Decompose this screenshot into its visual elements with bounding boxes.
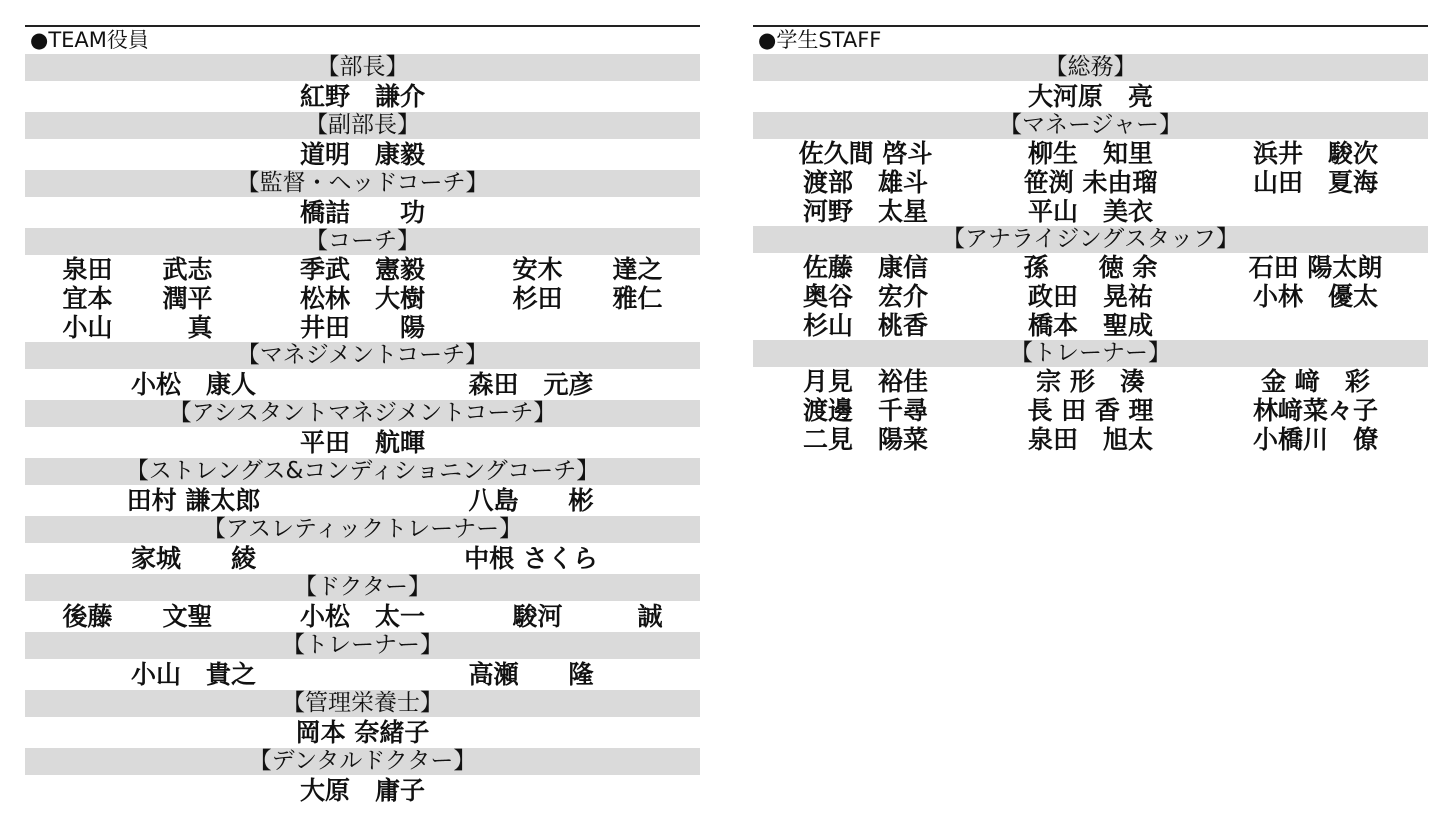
person-name: 大河原 亮 [1027,82,1153,111]
person-name [753,81,978,112]
name-row [753,396,1428,425]
person-name: 河野 太星 [802,197,928,226]
section-header: ●TEAM役員 [25,25,700,54]
name-row [753,168,1428,197]
person-name [1203,81,1428,112]
role-label: 【ストレングス&コンディショニングコーチ】 [25,458,700,485]
role-label: 【アナライジングスタッフ】 [753,226,1428,253]
section-header: ●学生STAFF [753,25,1428,54]
person-name: 佐久間 啓斗 [798,139,933,168]
person-name: 森田 元彦 [468,370,594,399]
person-name [475,313,700,342]
person-name: 安木 達之 [512,255,663,284]
role-label: 【管理栄養士】 [25,690,700,717]
role-label: 【マネジメントコーチ】 [25,342,700,369]
person-name: 家城 綾 [130,544,256,573]
person-name: 浜井 駿次 [1252,139,1378,168]
name-row [25,313,700,342]
name-row [25,284,700,313]
person-name: 杉山 桃香 [802,311,928,340]
person-name: 渡部 雄斗 [802,168,928,197]
name-row [753,425,1428,454]
name-row [25,601,700,632]
name-row: 大原 庸子 [299,776,425,805]
person-name: 長 田 香 理 [1027,396,1154,425]
person-name: 小橋川 僚 [1252,425,1378,454]
role-label: 【トレーナー】 [25,632,700,659]
person-name: 小松 太一 [299,602,425,631]
role-label: 【副部長】 [25,112,700,139]
name-row [25,543,700,574]
name-row [25,255,700,284]
person-name [1203,197,1428,226]
person-name: 泉田 旭太 [1027,425,1153,454]
role-label: 【マネージャー】 [753,112,1428,139]
name-row [25,659,700,690]
person-name: 金 﨑 彩 [1261,367,1370,396]
person-name: 佐藤 康信 [802,253,928,282]
person-name: 宜本 潤平 [62,284,213,313]
person-name: 季武 憲毅 [299,255,425,284]
person-name: 橋本 聖成 [1027,311,1153,340]
person-name: 田村 謙太郎 [126,486,261,515]
person-name: 孫 徳 余 [1023,253,1158,282]
person-name: 林﨑菜々子 [1252,396,1378,425]
role-label: 【デンタルドクター】 [25,748,700,775]
person-name: 杉田 雅仁 [512,284,663,313]
person-name: 小山 貴之 [130,660,256,689]
person-name: 小松 康人 [130,370,256,399]
person-name: 松林 大樹 [299,284,425,313]
role-label: 【部長】 [25,54,700,81]
person-name: 駿河 誠 [512,602,663,631]
person-name: 井田 陽 [299,313,425,342]
role-label: 【アシスタントマネジメントコーチ】 [25,400,700,427]
role-label: 【トレーナー】 [753,340,1428,367]
person-name: 二見 陽菜 [802,425,928,454]
name-row [753,311,1428,340]
role-label: 【監督・ヘッドコーチ】 [25,170,700,197]
role-label: 【総務】 [753,54,1428,81]
person-name: 石田 陽太朗 [1248,253,1383,282]
person-name: 後藤 文聖 [62,602,213,631]
person-name: 小山 真 [62,313,213,342]
name-row [753,367,1428,396]
person-name: 渡邊 千尋 [802,396,928,425]
role-label: 【アスレティックトレーナー】 [25,516,700,543]
person-name [1203,311,1428,340]
person-name: 小林 優太 [1252,282,1378,311]
person-name: 高瀬 隆 [468,660,594,689]
person-name: 八島 彬 [468,486,594,515]
name-row [753,282,1428,311]
team-officers-section [25,25,700,806]
person-name: 笹渕 未由瑠 [1023,168,1158,197]
person-name: 宗 形 湊 [1036,367,1145,396]
student-staff-section [753,25,1428,454]
person-name: 山田 夏海 [1252,168,1378,197]
name-row [25,369,700,400]
person-name: 政田 晃祐 [1027,282,1153,311]
person-name: 中根 さくら [464,544,598,573]
person-name: 泉田 武志 [62,255,213,284]
name-row: 紅野 謙介 [299,82,425,111]
person-name: 奥谷 宏介 [802,282,928,311]
name-row [753,197,1428,226]
name-row [25,485,700,516]
role-label: 【ドクター】 [25,574,700,601]
role-label: 【コーチ】 [25,228,700,255]
person-name: 柳生 知里 [1027,139,1153,168]
person-name: 月見 裕佳 [802,367,928,396]
name-row: 平田 航暉 [299,428,425,457]
name-row [753,81,1428,112]
name-row [753,139,1428,168]
name-row: 岡本 奈緒子 [295,718,430,747]
name-row [753,253,1428,282]
name-row: 道明 康毅 [299,140,425,169]
person-name: 平山 美衣 [1027,197,1153,226]
name-row: 橋詰 功 [299,198,425,227]
